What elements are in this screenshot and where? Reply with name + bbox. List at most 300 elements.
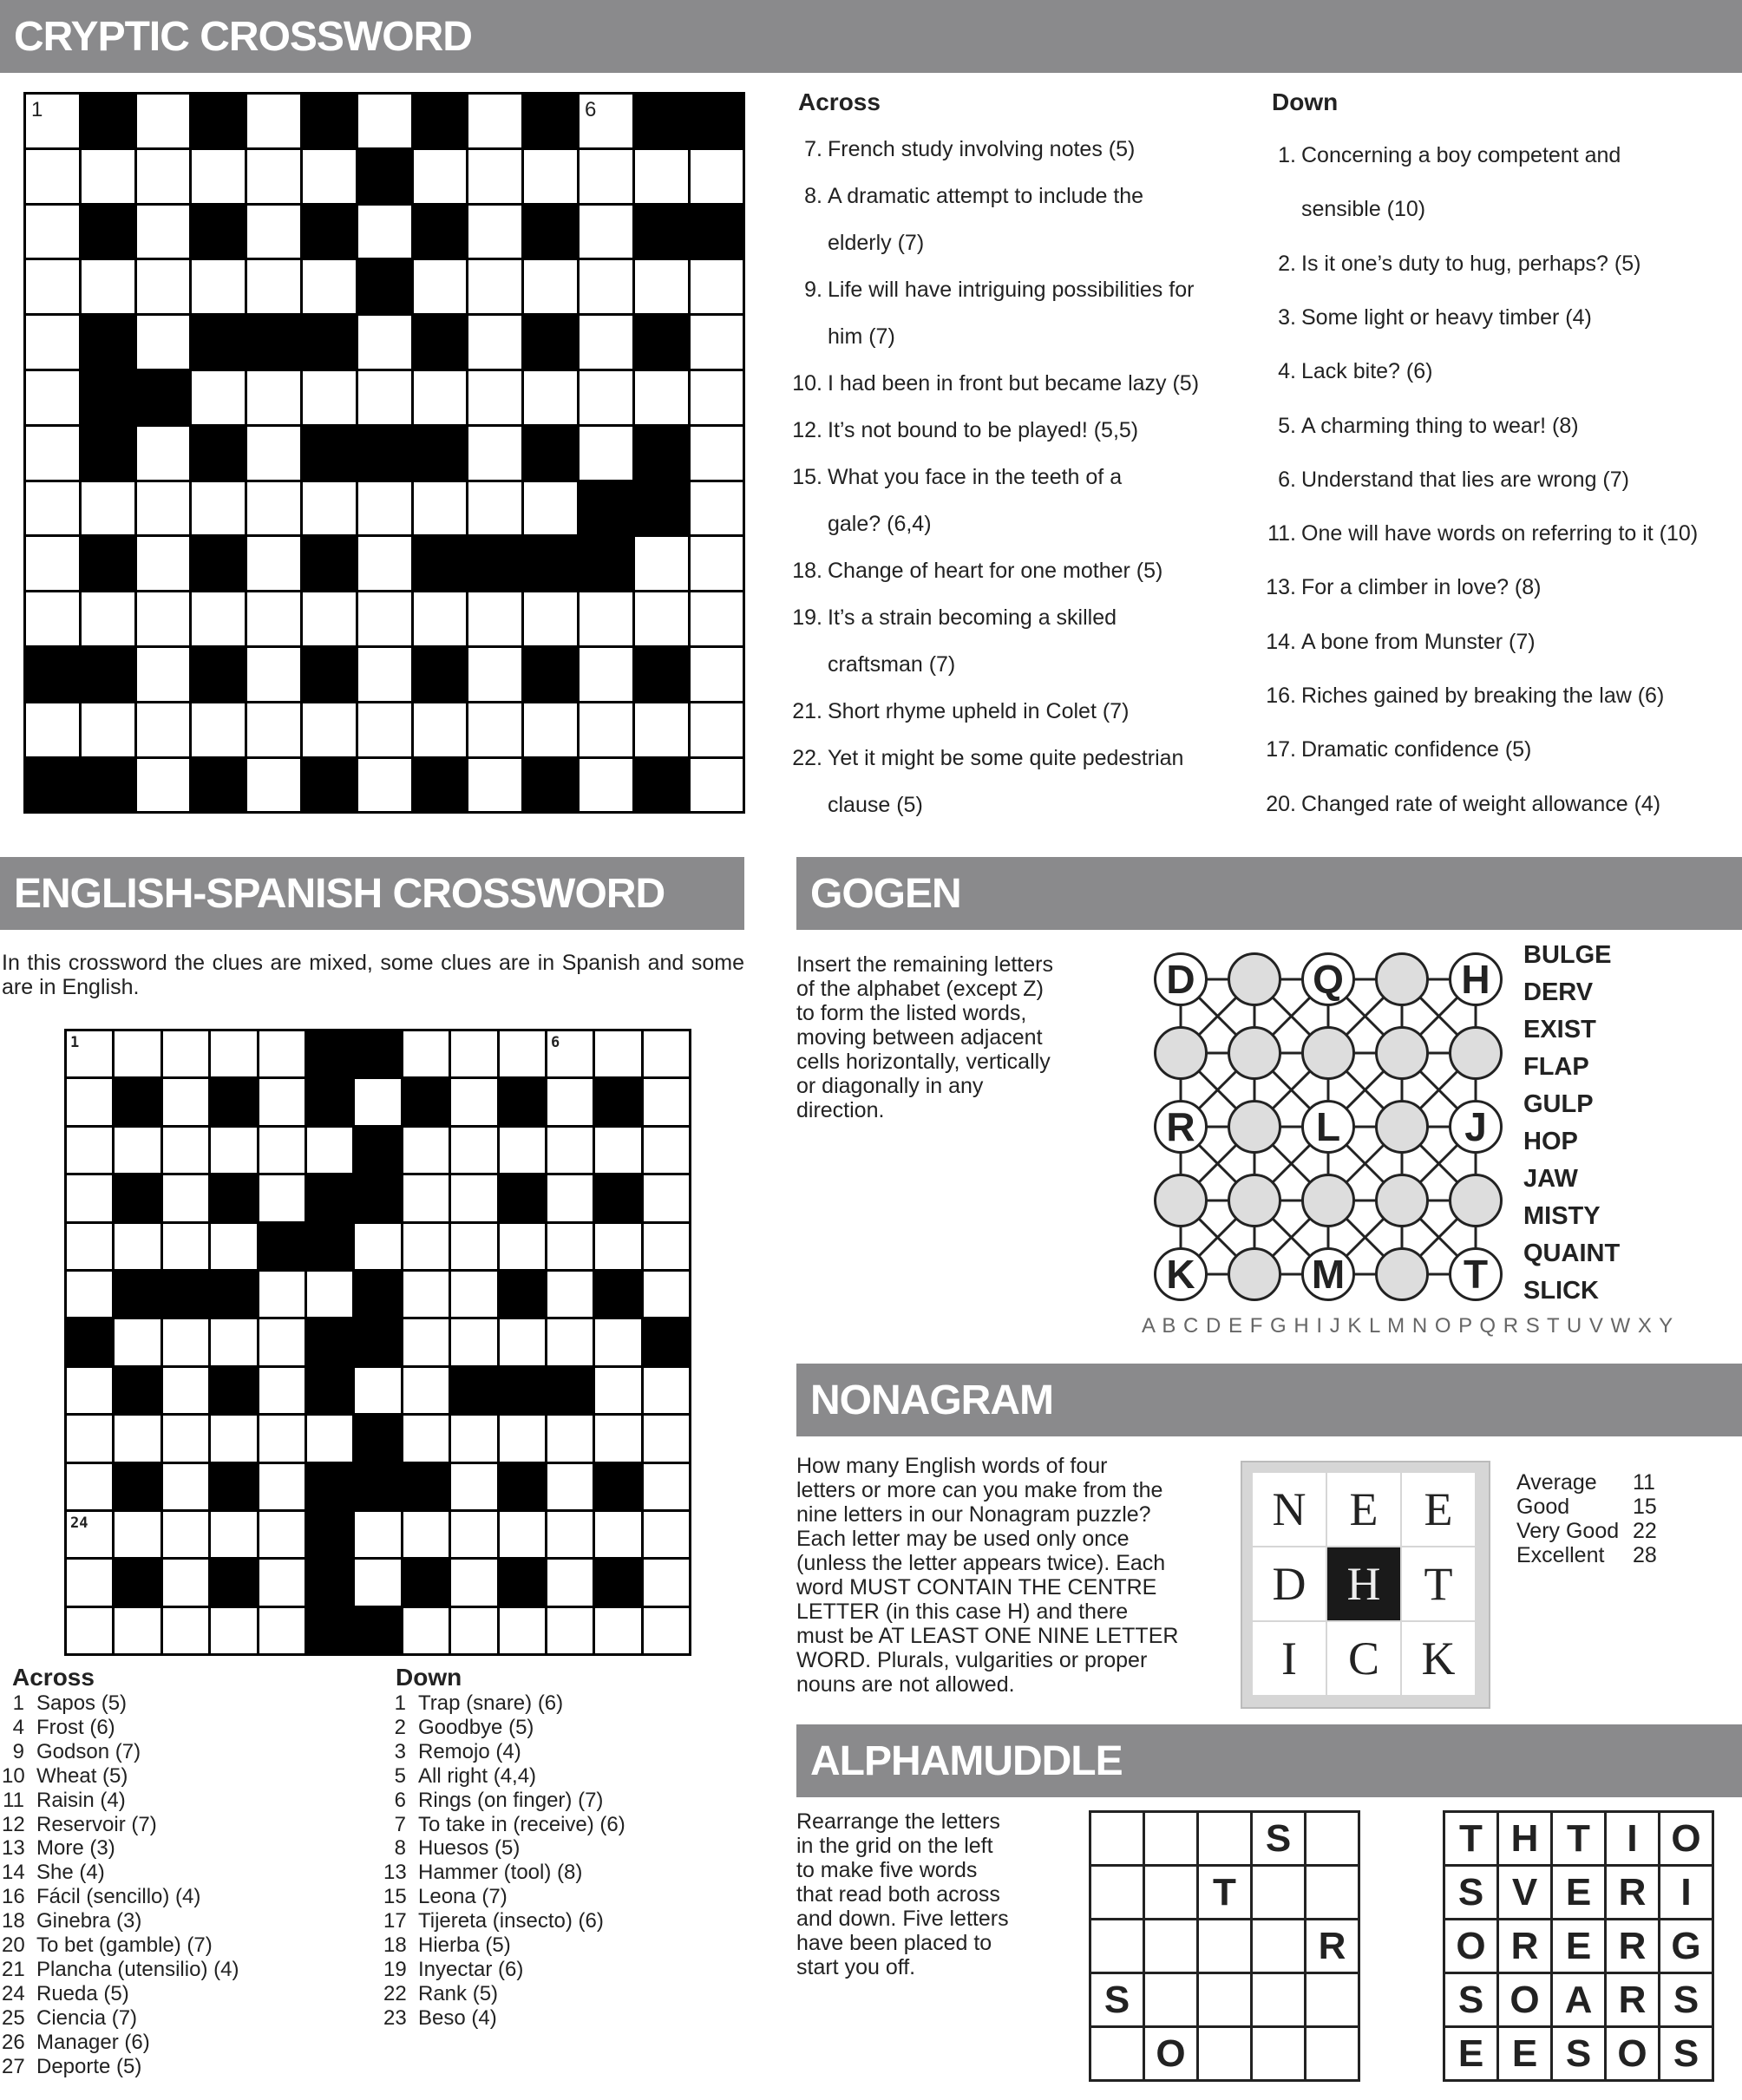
crossword-cell[interactable] (358, 537, 411, 590)
crossword-cell[interactable] (547, 1608, 593, 1653)
gogen-cell[interactable] (1375, 952, 1429, 1006)
crossword-cell[interactable] (307, 1128, 352, 1173)
crossword-cell[interactable] (247, 371, 300, 424)
alphamuddle-cell[interactable] (1143, 1864, 1199, 1920)
alphamuddle-cell[interactable] (1143, 1810, 1199, 1867)
crossword-cell[interactable] (644, 1512, 689, 1557)
crossword-cell[interactable] (524, 371, 577, 424)
crossword-cell[interactable] (247, 592, 300, 645)
crossword-cell[interactable] (247, 648, 300, 701)
crossword-cell[interactable] (247, 537, 300, 590)
crossword-cell[interactable] (26, 371, 79, 424)
alphamuddle-cell[interactable] (1143, 1918, 1199, 1974)
crossword-cell[interactable] (547, 1464, 593, 1509)
crossword-cell[interactable] (580, 316, 632, 369)
gogen-cell[interactable] (1375, 1100, 1429, 1154)
clue-text: A charming thing to wear! (8) (1301, 413, 1579, 438)
crossword-cell[interactable] (635, 592, 688, 645)
crossword-cell[interactable] (691, 648, 743, 701)
crossword-cell[interactable] (468, 648, 521, 701)
crossword-cell[interactable] (468, 316, 521, 369)
crossword-cell[interactable] (67, 1175, 112, 1220)
alphamuddle-cell[interactable]: S (1250, 1810, 1306, 1867)
crossword-cell[interactable] (211, 1128, 256, 1173)
crossword-cell[interactable] (691, 759, 743, 812)
crossword-cell[interactable] (137, 206, 190, 258)
crossword-cell[interactable] (259, 1608, 305, 1653)
crossword-cell[interactable] (137, 316, 190, 369)
crossword-cell[interactable] (691, 537, 743, 590)
gogen-cell[interactable]: Q (1301, 952, 1355, 1006)
crossword-cell[interactable] (163, 1031, 208, 1076)
crossword-cell[interactable] (403, 1512, 449, 1557)
alphamuddle-cell[interactable] (1089, 1864, 1145, 1920)
crossword-cell[interactable] (468, 592, 521, 645)
gogen-cell[interactable]: R (1154, 1100, 1208, 1154)
crossword-cell[interactable] (307, 1272, 352, 1317)
alphamuddle-cell[interactable] (1196, 1972, 1253, 2028)
clue-line (2, 1740, 141, 1764)
crossword-cell[interactable] (26, 206, 79, 258)
crossword-cell[interactable] (82, 703, 134, 756)
crossword-cell[interactable] (211, 1319, 256, 1364)
crossword-cell[interactable] (355, 1224, 400, 1269)
alphamuddle-cell[interactable] (1304, 1810, 1360, 1867)
crossword-cell[interactable] (67, 1079, 112, 1124)
gogen-cell[interactable]: M (1301, 1247, 1355, 1301)
crossword-cell[interactable] (137, 482, 190, 535)
crossword-cell[interactable] (137, 537, 190, 590)
crossword-cell[interactable] (691, 150, 743, 203)
crossword-cell[interactable] (211, 1608, 256, 1653)
alphamuddle-cell[interactable] (1250, 1864, 1306, 1920)
crossword-cell[interactable] (163, 1079, 208, 1124)
crossword-cell[interactable] (644, 1368, 689, 1413)
crossword-cell[interactable] (403, 1272, 449, 1317)
crossword-cell[interactable] (259, 1128, 305, 1173)
crossword-cell[interactable] (247, 95, 300, 147)
crossword-cell[interactable] (547, 1512, 593, 1557)
crossword-cell[interactable] (358, 482, 411, 535)
nonagram-letter: K (1402, 1622, 1475, 1695)
crossword-cell[interactable] (468, 371, 521, 424)
crossword-cell[interactable] (451, 1079, 496, 1124)
crossword-cell[interactable] (691, 316, 743, 369)
crossword-cell[interactable] (259, 1031, 305, 1076)
crossword-cell[interactable] (644, 1175, 689, 1220)
alphamuddle-cell[interactable] (1196, 1918, 1253, 1974)
crossword-cell[interactable] (500, 1224, 545, 1269)
crossword-cell[interactable] (524, 482, 577, 535)
alphamuddle-cell[interactable]: O (1143, 2025, 1199, 2082)
crossword-cell[interactable] (137, 150, 190, 203)
crossword-cell[interactable] (500, 1416, 545, 1461)
alphamuddle-cell[interactable] (1250, 1918, 1306, 1974)
alphamuddle-cell[interactable] (1304, 1972, 1360, 2028)
crossword-cell[interactable] (580, 648, 632, 701)
crossword-cell[interactable] (595, 1224, 640, 1269)
crossword-cell[interactable] (163, 1512, 208, 1557)
crossword-cell[interactable] (247, 759, 300, 812)
crossword-cell[interactable] (358, 371, 411, 424)
crossword-cell[interactable] (247, 150, 300, 203)
crossword-cell[interactable] (26, 592, 79, 645)
crossword-cell[interactable] (137, 95, 190, 147)
crossword-cell[interactable] (137, 759, 190, 812)
crossword-cell[interactable] (26, 316, 79, 369)
crossword-cell[interactable] (468, 95, 521, 147)
crossword-cell[interactable] (115, 1224, 160, 1269)
instruction-line: or diagonally in any (796, 1074, 984, 1098)
crossword-cell[interactable] (247, 206, 300, 258)
alphamuddle-cell[interactable] (1196, 2025, 1253, 2082)
crossword-cell[interactable] (595, 1512, 640, 1557)
crossword-cell[interactable] (163, 1560, 208, 1605)
crossword-cell[interactable] (595, 1608, 640, 1653)
crossword-cell[interactable] (26, 95, 79, 147)
crossword-cell[interactable] (259, 1079, 305, 1124)
alphamuddle-cell[interactable] (1089, 2025, 1145, 2082)
crossword-cell[interactable] (403, 1608, 449, 1653)
crossword-cell[interactable] (691, 482, 743, 535)
gogen-cell[interactable]: T (1449, 1247, 1503, 1301)
crossword-cell[interactable] (524, 260, 577, 313)
crossword-cell[interactable] (358, 206, 411, 258)
crossword-cell[interactable] (468, 150, 521, 203)
crossword-cell[interactable] (67, 1272, 112, 1317)
gogen-cell[interactable]: D (1154, 952, 1208, 1006)
crossword-cell[interactable] (67, 1416, 112, 1461)
crossword-cell[interactable] (635, 260, 688, 313)
crossword-cell[interactable] (67, 1128, 112, 1173)
crossword-cell[interactable] (468, 703, 521, 756)
crossword-cell[interactable] (524, 150, 577, 203)
gogen-cell[interactable] (1154, 1174, 1208, 1227)
crossword-cell[interactable] (82, 592, 134, 645)
crossword-cell[interactable] (451, 1319, 496, 1364)
alphamuddle-cell: E (1443, 2025, 1499, 2082)
crossword-cell[interactable] (580, 371, 632, 424)
alphamuddle-cell[interactable] (1196, 1810, 1253, 1867)
crossword-cell[interactable] (115, 1031, 160, 1076)
crossword-cell[interactable] (635, 150, 688, 203)
gogen-cell[interactable] (1375, 1026, 1429, 1080)
crossword-cell[interactable] (358, 95, 411, 147)
crossword-cell[interactable] (26, 150, 79, 203)
nonagram-letter: D (1253, 1547, 1326, 1620)
gogen-cell[interactable] (1375, 1174, 1429, 1227)
crossword-cell[interactable] (500, 1319, 545, 1364)
crossword-cell[interactable] (414, 260, 467, 313)
crossword-cell[interactable] (355, 1512, 400, 1557)
gogen-cell[interactable]: L (1301, 1100, 1355, 1154)
crossword-cell[interactable] (259, 1368, 305, 1413)
crossword-cell[interactable] (259, 1560, 305, 1605)
crossword-cell[interactable] (595, 1128, 640, 1173)
crossword-cell[interactable] (547, 1031, 593, 1076)
gogen-cell[interactable] (1228, 1174, 1281, 1227)
crossword-cell[interactable] (403, 1224, 449, 1269)
crossword-cell[interactable] (451, 1031, 496, 1076)
crossword-cell[interactable] (67, 1224, 112, 1269)
crossword-cell[interactable] (403, 1031, 449, 1076)
instruction-line: WORD. Plurals, vulgarities or proper (796, 1648, 1148, 1672)
crossword-cell[interactable] (644, 1079, 689, 1124)
crossword-cell[interactable] (580, 260, 632, 313)
crossword-cell[interactable] (192, 150, 245, 203)
crossword-cell[interactable] (500, 1608, 545, 1653)
crossword-cell[interactable] (358, 759, 411, 812)
crossword-cell[interactable] (211, 1416, 256, 1461)
gogen-cell[interactable] (1301, 1026, 1355, 1080)
crossword-cell[interactable] (451, 1608, 496, 1653)
clue-line (788, 500, 932, 547)
crossword-cell[interactable] (580, 206, 632, 258)
crossword-cell[interactable] (644, 1560, 689, 1605)
crossword-cell[interactable] (358, 703, 411, 756)
crossword-cell[interactable] (500, 1512, 545, 1557)
crossword-cell[interactable] (163, 1368, 208, 1413)
crossword-cell[interactable] (691, 703, 743, 756)
crossword-cell[interactable] (644, 1031, 689, 1076)
crossword-cell[interactable] (451, 1128, 496, 1173)
crossword-cell[interactable] (580, 95, 632, 147)
clue-line (2, 1789, 126, 1813)
crossword-cell[interactable] (468, 260, 521, 313)
crossword-cell[interactable] (192, 703, 245, 756)
crossword-cell[interactable] (211, 1512, 256, 1557)
alphamuddle-cell[interactable]: S (1089, 1972, 1145, 2028)
crossword-cell[interactable] (547, 1319, 593, 1364)
crossword-cell[interactable] (547, 1128, 593, 1173)
gogen-cell[interactable] (1449, 1174, 1503, 1227)
crossword-cell[interactable] (468, 759, 521, 812)
crossword-cell[interactable] (595, 1368, 640, 1413)
crossword-cell[interactable] (137, 427, 190, 480)
crossword-cell[interactable] (115, 1512, 160, 1557)
crossword-cell[interactable] (192, 592, 245, 645)
crossword-cell[interactable] (259, 1512, 305, 1557)
crossword-cell[interactable] (115, 1416, 160, 1461)
crossword-cell[interactable] (644, 1272, 689, 1317)
crossword-cell[interactable] (303, 482, 356, 535)
crossword-cell[interactable] (247, 703, 300, 756)
crossword-cell[interactable] (414, 592, 467, 645)
crossword-cell[interactable] (355, 1560, 400, 1605)
crossword-cell[interactable] (358, 648, 411, 701)
crossword-cell[interactable] (303, 371, 356, 424)
crossword-cell[interactable] (115, 1128, 160, 1173)
crossword-cell[interactable] (247, 482, 300, 535)
gogen-cell[interactable] (1228, 1026, 1281, 1080)
crossword-cell[interactable] (211, 1031, 256, 1076)
crossword-cell[interactable] (137, 648, 190, 701)
crossword-cell[interactable] (403, 1128, 449, 1173)
crossword-cell[interactable] (163, 1319, 208, 1364)
crossword-cell[interactable] (403, 1319, 449, 1364)
crossword-cell[interactable] (580, 759, 632, 812)
alphamuddle-cell[interactable] (1089, 1918, 1145, 1974)
clue-text: Tijereta (insecto) (6) (418, 1909, 604, 1933)
crossword-cell[interactable] (451, 1175, 496, 1220)
crossword-cell[interactable] (468, 427, 521, 480)
crossword-cell[interactable] (82, 150, 134, 203)
crossword-cell[interactable] (163, 1128, 208, 1173)
crossword-cell[interactable] (26, 703, 79, 756)
crossword-cell[interactable] (524, 592, 577, 645)
crossword-cell[interactable] (211, 1224, 256, 1269)
crossword-cell[interactable] (451, 1272, 496, 1317)
crossword-cell[interactable] (644, 1464, 689, 1509)
crossword-cell[interactable] (580, 592, 632, 645)
crossword-cell[interactable] (303, 703, 356, 756)
gogen-cell[interactable] (1154, 1026, 1208, 1080)
crossword-cell[interactable] (691, 371, 743, 424)
alphamuddle-cell[interactable] (1304, 2025, 1360, 2082)
crossword-cell[interactable] (414, 482, 467, 535)
crossword-cell[interactable] (547, 1416, 593, 1461)
alphamuddle-cell[interactable] (1304, 1864, 1360, 1920)
crossword-cell[interactable] (259, 1272, 305, 1317)
crossword-cell[interactable] (595, 1031, 640, 1076)
crossword-cell[interactable] (192, 482, 245, 535)
crossword-cell[interactable] (580, 427, 632, 480)
crossword-cell[interactable] (192, 371, 245, 424)
gogen-cell[interactable] (1301, 1174, 1355, 1227)
crossword-cell[interactable] (163, 1416, 208, 1461)
crossword-cell[interactable] (358, 592, 411, 645)
crossword-cell[interactable] (414, 703, 467, 756)
gogen-cell[interactable]: K (1154, 1247, 1208, 1301)
crossword-cell[interactable] (259, 1175, 305, 1220)
crossword-cell[interactable] (644, 1128, 689, 1173)
crossword-cell[interactable] (358, 316, 411, 369)
clue-text: Trap (snare) (6) (418, 1691, 564, 1715)
crossword-cell[interactable] (451, 1464, 496, 1509)
crossword-cell[interactable] (137, 592, 190, 645)
cryptic-grid[interactable] (23, 92, 745, 814)
crossword-cell[interactable] (26, 260, 79, 313)
crossword-cell[interactable] (163, 1224, 208, 1269)
crossword-cell[interactable] (691, 427, 743, 480)
crossword-cell[interactable] (247, 260, 300, 313)
crossword-cell[interactable] (163, 1608, 208, 1653)
crossword-cell[interactable] (192, 260, 245, 313)
crossword-cell[interactable] (451, 1224, 496, 1269)
clue-number: 27 (2, 2054, 25, 2078)
crossword-cell[interactable] (355, 1368, 400, 1413)
gogen-cell[interactable] (1449, 1026, 1503, 1080)
crossword-cell[interactable] (547, 1272, 593, 1317)
crossword-cell[interactable] (259, 1416, 305, 1461)
gogen-cell[interactable] (1375, 1247, 1429, 1301)
crossword-cell[interactable] (500, 1128, 545, 1173)
crossword-cell[interactable] (644, 1224, 689, 1269)
crossword-cell[interactable] (303, 260, 356, 313)
crossword-cell[interactable] (67, 1512, 112, 1557)
clue-number: 1 (70, 1034, 80, 1051)
crossword-cell[interactable] (414, 371, 467, 424)
crossword-cell[interactable] (691, 592, 743, 645)
crossword-cell[interactable] (115, 1319, 160, 1364)
crossword-cell[interactable] (247, 427, 300, 480)
gogen-cell[interactable]: J (1449, 1100, 1503, 1154)
gogen-cell[interactable]: H (1449, 952, 1503, 1006)
alphamuddle-cell[interactable] (1250, 1972, 1306, 2028)
crossword-cell[interactable] (635, 703, 688, 756)
crossword-cell[interactable] (26, 537, 79, 590)
crossword-cell[interactable] (595, 1319, 640, 1364)
alphamuddle-cell[interactable]: R (1304, 1918, 1360, 1974)
crossword-cell[interactable] (635, 537, 688, 590)
alphamuddle-cell[interactable]: T (1196, 1864, 1253, 1920)
spanish-grid[interactable] (64, 1029, 691, 1656)
gogen-cell[interactable] (1228, 1100, 1281, 1154)
crossword-cell[interactable] (307, 1416, 352, 1461)
crossword-cell[interactable] (67, 1368, 112, 1413)
crossword-cell[interactable] (451, 1560, 496, 1605)
crossword-cell[interactable] (500, 1031, 545, 1076)
crossword-cell[interactable] (303, 150, 356, 203)
crossword-cell[interactable] (644, 1608, 689, 1653)
crossword-cell[interactable] (355, 1079, 400, 1124)
crossword-cell[interactable] (524, 703, 577, 756)
instruction-line: Rearrange the letters (796, 1809, 1000, 1834)
crossword-cell[interactable] (82, 260, 134, 313)
gogen-cell[interactable] (1228, 952, 1281, 1006)
crossword-cell[interactable] (259, 1464, 305, 1509)
crossword-cell[interactable] (580, 150, 632, 203)
crossword-cell[interactable] (137, 703, 190, 756)
crossword-cell[interactable] (67, 1031, 112, 1076)
alphamuddle-cell[interactable] (1143, 1972, 1199, 2028)
crossword-cell[interactable] (82, 482, 134, 535)
crossword-cell[interactable] (163, 1464, 208, 1509)
crossword-cell[interactable] (403, 1416, 449, 1461)
crossword-cell[interactable] (259, 1319, 305, 1364)
crossword-cell[interactable] (137, 260, 190, 313)
crossword-cell[interactable] (547, 1224, 593, 1269)
crossword-cell[interactable] (403, 1175, 449, 1220)
crossword-cell[interactable] (580, 703, 632, 756)
crossword-cell[interactable] (547, 1175, 593, 1220)
crossword-cell[interactable] (451, 1416, 496, 1461)
crossword-cell[interactable] (635, 371, 688, 424)
crossword-cell[interactable] (303, 592, 356, 645)
crossword-cell[interactable] (595, 1416, 640, 1461)
crossword-cell[interactable] (414, 150, 467, 203)
crossword-cell[interactable] (547, 1079, 593, 1124)
crossword-cell[interactable] (644, 1416, 689, 1461)
crossword-cell[interactable] (468, 206, 521, 258)
alphamuddle-cell[interactable] (1250, 2025, 1306, 2082)
crossword-cell[interactable] (547, 1560, 593, 1605)
crossword-cell[interactable] (67, 1464, 112, 1509)
crossword-cell[interactable] (26, 427, 79, 480)
crossword-cell[interactable] (451, 1512, 496, 1557)
crossword-cell[interactable] (115, 1608, 160, 1653)
crossword-cell[interactable] (403, 1368, 449, 1413)
crossword-cell[interactable] (691, 260, 743, 313)
crossword-cell[interactable] (468, 482, 521, 535)
crossword-cell[interactable] (67, 1560, 112, 1605)
clue-line (1261, 672, 1664, 719)
crossword-cell[interactable] (163, 1175, 208, 1220)
crossword-cell[interactable] (67, 1608, 112, 1653)
gogen-cell[interactable] (1228, 1247, 1281, 1301)
alphamuddle-cell[interactable] (1089, 1810, 1145, 1867)
crossword-cell[interactable] (26, 482, 79, 535)
